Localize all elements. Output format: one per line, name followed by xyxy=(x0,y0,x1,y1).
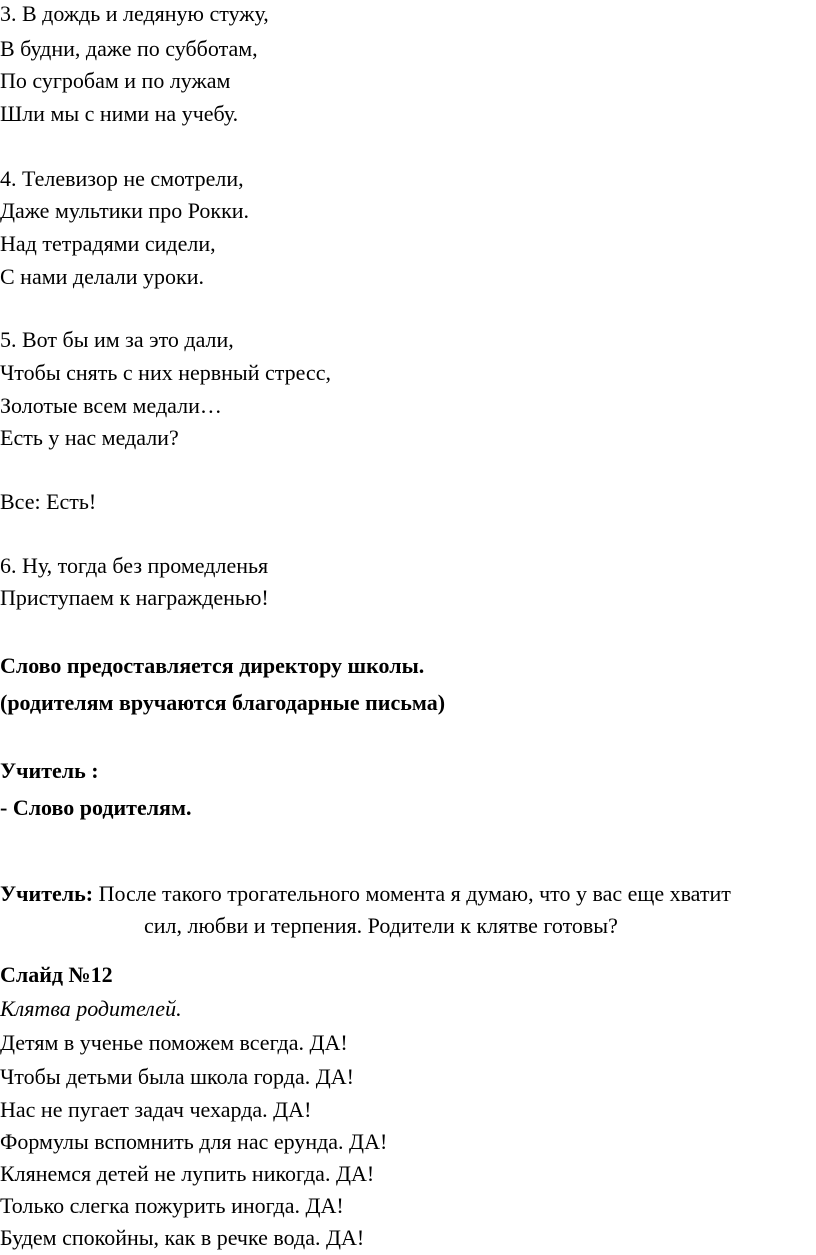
stanza-3-line-4: Шли мы с ними на учебу. xyxy=(0,101,239,126)
oath-line-2: Чтобы детьми была школа горда. ДА! xyxy=(0,1064,354,1089)
stanza-3-line-1: 3. В дождь и ледяную стужу, xyxy=(0,1,269,26)
letters-note: (родителям вручаются благодарные письма) xyxy=(0,690,446,715)
director-line: Слово предоставляется директору школы. xyxy=(0,653,425,678)
oath-line-5: Клянемся детей не лупить никогда. ДА! xyxy=(0,1161,375,1186)
stanza-6-line-2: Приступаем к награжденью! xyxy=(0,585,269,610)
oath-line-6: Только слегка пожурить иногда. ДА! xyxy=(0,1193,344,1218)
stanza-6-line-1: 6. Ну, тогда без промедленья xyxy=(0,553,269,578)
stanza-4-line-4: С нами делали уроки. xyxy=(0,264,205,289)
teacher-label: Учитель: xyxy=(0,881,94,906)
oath-title: Клятва родителей. xyxy=(0,996,182,1021)
parents-word: - Слово родителям. xyxy=(0,795,192,820)
stanza-3-line-2: В будни, даже по субботам, xyxy=(0,36,258,61)
oath-line-7: Будем спокойны, как в речке вода. ДА! xyxy=(0,1225,365,1250)
oath-line-3: Нас не пугает задач чехарда. ДА! xyxy=(0,1097,312,1122)
stanza-5-line-1: 5. Вот бы им за это дали, xyxy=(0,327,234,352)
slide-label: Слайд №12 xyxy=(0,962,113,987)
oath-line-4: Формулы вспомнить для нас ерунда. ДА! xyxy=(0,1129,388,1154)
stanza-4-line-1: 4. Телевизор не смотрели, xyxy=(0,166,244,191)
teacher-heading: Учитель : xyxy=(0,758,99,783)
teacher-speech-text-1: После такого трогательного момента я думаю, что у вас еще хватит xyxy=(93,881,731,906)
stanza-4-line-3: Над тетрадями сидели, xyxy=(0,231,216,256)
stanza-4-line-2: Даже мультики про Рокки. xyxy=(0,198,250,223)
teacher-speech-line-2: сил, любви и терпения. Родители к клятве готовы? xyxy=(144,913,618,938)
stanza-3-line-3: По сугробам и по лужам xyxy=(0,68,231,93)
stanza-5-line-4: Есть у нас медали? xyxy=(0,425,179,450)
oath-line-1: Детям в ученье поможем всегда. ДА! xyxy=(0,1030,348,1055)
teacher-speech-line-1 xyxy=(0,881,731,907)
all-reply: Все: Есть! xyxy=(0,489,97,514)
stanza-5-line-2: Чтобы снять с них нервный стресс, xyxy=(0,360,331,385)
stanza-5-line-3: Золотые всем медали… xyxy=(0,393,222,418)
